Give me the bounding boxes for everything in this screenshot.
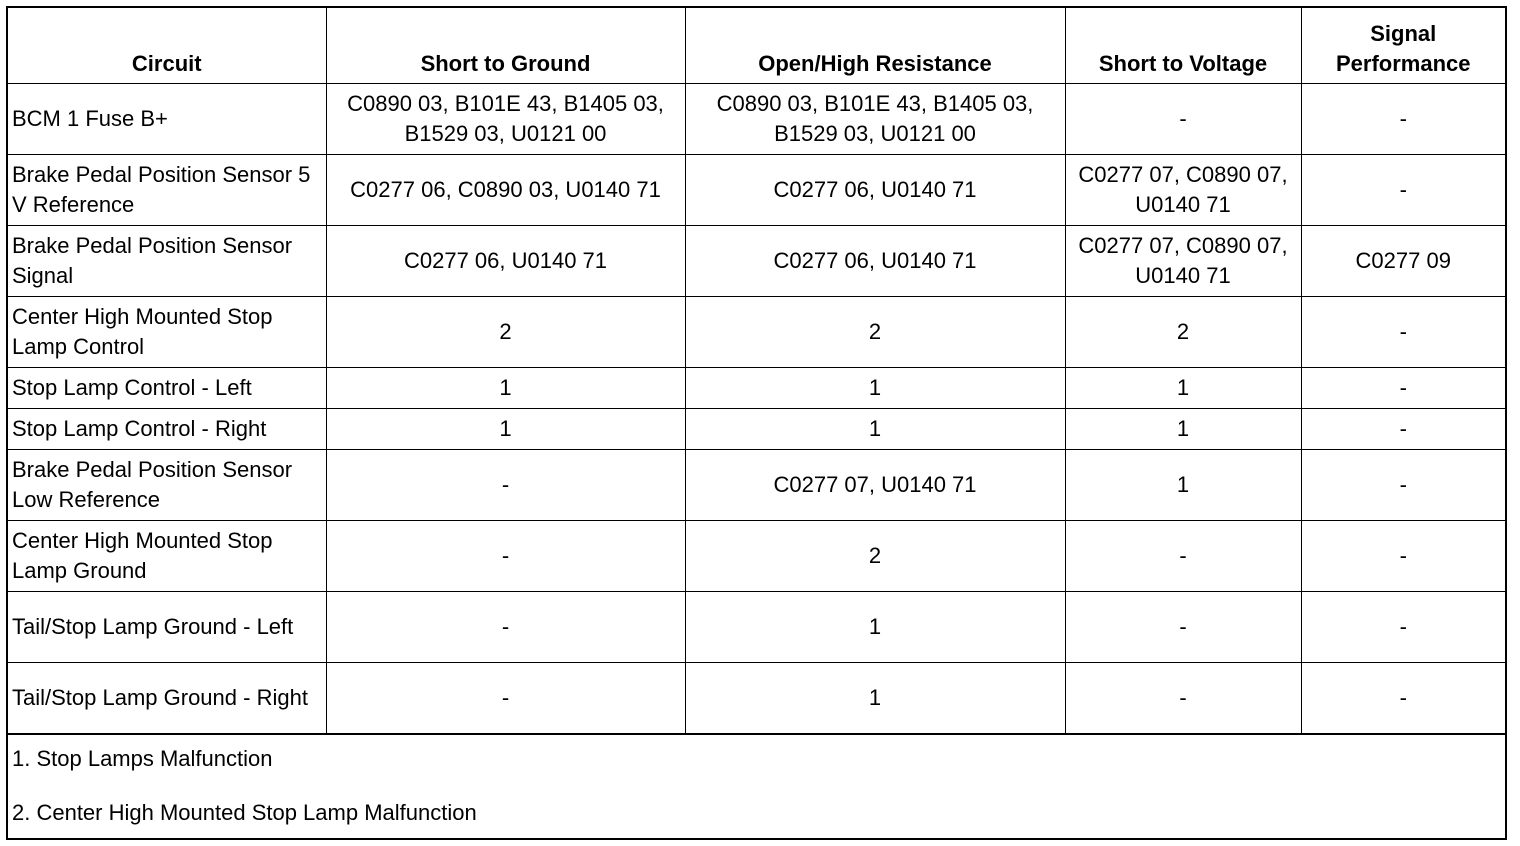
cell-open-high-resistance: C0277 07, U0140 71 [685, 450, 1065, 521]
cell-short-to-ground: C0277 06, U0140 71 [326, 226, 685, 297]
footnote-2: 2. Center High Mounted Stop Lamp Malfunction [12, 800, 477, 825]
cell-short-to-ground: 1 [326, 368, 685, 409]
header-short-to-voltage: Short to Voltage [1065, 8, 1301, 84]
cell-signal-performance: - [1301, 84, 1505, 155]
circuit-dtc-table [8, 8, 1505, 735]
cell-circuit: BCM 1 Fuse B+ [8, 84, 326, 155]
cell-short-to-ground: - [326, 521, 685, 592]
footnote-1: 1. Stop Lamps Malfunction [12, 746, 273, 771]
cell-circuit: Stop Lamp Control - Left [8, 368, 326, 409]
cell-open-high-resistance: 1 [685, 368, 1065, 409]
cell-short-to-voltage: 1 [1065, 368, 1301, 409]
table-row [8, 592, 1505, 663]
cell-open-high-resistance: C0277 06, U0140 71 [685, 155, 1065, 226]
cell-signal-performance: - [1301, 297, 1505, 368]
cell-circuit: Stop Lamp Control - Right [8, 409, 326, 450]
table-row [8, 226, 1505, 297]
cell-open-high-resistance: 1 [685, 409, 1065, 450]
cell-open-high-resistance: C0277 06, U0140 71 [685, 226, 1065, 297]
table-row [8, 297, 1505, 368]
cell-short-to-ground: - [326, 663, 685, 735]
cell-short-to-voltage: - [1065, 592, 1301, 663]
cell-short-to-voltage: - [1065, 663, 1301, 735]
cell-short-to-ground: 2 [326, 297, 685, 368]
table-row [8, 450, 1505, 521]
dtc-table-sheet [6, 6, 1507, 840]
cell-short-to-ground: - [326, 592, 685, 663]
table-row [8, 409, 1505, 450]
table-row [8, 155, 1505, 226]
cell-signal-performance: - [1301, 155, 1505, 226]
table-footnotes [8, 744, 1505, 828]
cell-circuit: Brake Pedal Position Sensor 5 V Reference [8, 155, 326, 226]
cell-open-high-resistance: 2 [685, 521, 1065, 592]
cell-circuit: Brake Pedal Position Sensor Low Reference [8, 450, 326, 521]
cell-open-high-resistance: 1 [685, 663, 1065, 735]
header-short-to-ground: Short to Ground [326, 8, 685, 84]
cell-signal-performance: - [1301, 450, 1505, 521]
cell-short-to-voltage: - [1065, 84, 1301, 155]
cell-short-to-voltage: 2 [1065, 297, 1301, 368]
cell-open-high-resistance: 1 [685, 592, 1065, 663]
cell-open-high-resistance: 2 [685, 297, 1065, 368]
cell-signal-performance: - [1301, 592, 1505, 663]
cell-circuit: Tail/Stop Lamp Ground - Right [8, 663, 326, 735]
cell-short-to-ground: C0277 06, C0890 03, U0140 71 [326, 155, 685, 226]
cell-short-to-ground: 1 [326, 409, 685, 450]
cell-circuit: Center High Mounted Stop Lamp Ground [8, 521, 326, 592]
table-row [8, 521, 1505, 592]
table-row [8, 663, 1505, 735]
header-circuit: Circuit [8, 8, 326, 84]
cell-circuit: Tail/Stop Lamp Ground - Left [8, 592, 326, 663]
cell-short-to-voltage: 1 [1065, 450, 1301, 521]
cell-open-high-resistance: C0890 03, B101E 43, B1405 03, B1529 03, U0121 00 [685, 84, 1065, 155]
cell-short-to-ground: C0890 03, B101E 43, B1405 03, B1529 03, U0121 00 [326, 84, 685, 155]
cell-signal-performance: - [1301, 663, 1505, 735]
header-open-high-resistance: Open/High Resistance [685, 8, 1065, 84]
cell-signal-performance: - [1301, 368, 1505, 409]
cell-signal-performance: - [1301, 521, 1505, 592]
cell-short-to-voltage: C0277 07, C0890 07, U0140 71 [1065, 226, 1301, 297]
header-row [8, 8, 1505, 84]
header-signal-performance: Signal Performance [1301, 8, 1505, 84]
cell-signal-performance: - [1301, 409, 1505, 450]
cell-short-to-voltage: - [1065, 521, 1301, 592]
cell-short-to-ground: - [326, 450, 685, 521]
cell-signal-performance: C0277 09 [1301, 226, 1505, 297]
cell-short-to-voltage: 1 [1065, 409, 1301, 450]
table-row [8, 84, 1505, 155]
cell-circuit: Brake Pedal Position Sensor Signal [8, 226, 326, 297]
cell-circuit: Center High Mounted Stop Lamp Control [8, 297, 326, 368]
cell-short-to-voltage: C0277 07, C0890 07, U0140 71 [1065, 155, 1301, 226]
table-row [8, 368, 1505, 409]
